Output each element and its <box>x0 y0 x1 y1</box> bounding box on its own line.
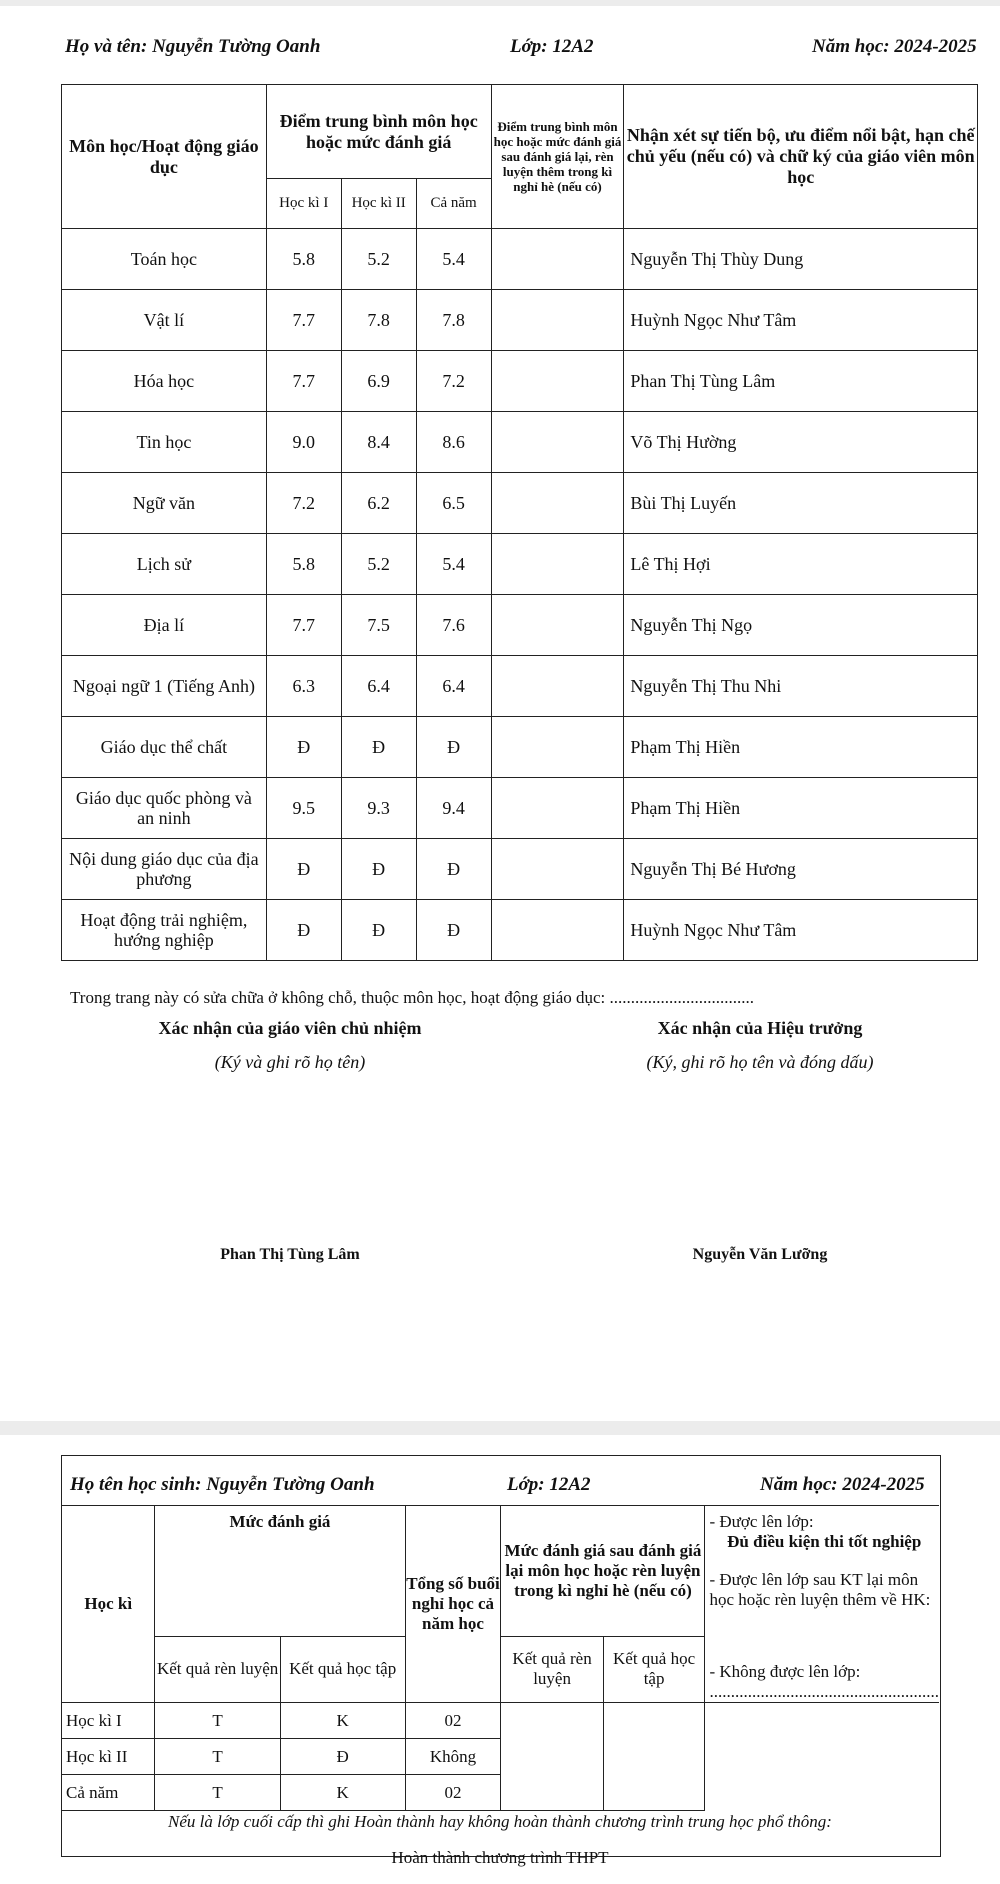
sub-hk1: Học kì I <box>266 179 341 229</box>
cn-cell: 6.4 <box>416 656 491 717</box>
subject-cell: Hóa học <box>62 351 267 412</box>
col-term: Học kì <box>62 1506 155 1703</box>
sub-hk2: Học kì II <box>341 179 416 229</box>
re-cell <box>491 473 624 534</box>
cn-cell: 5.4 <box>416 534 491 595</box>
col-subject: Môn học/Hoạt động giáo dục <box>62 85 267 229</box>
subject-cell: Ngữ văn <box>62 473 267 534</box>
re-cell <box>491 412 624 473</box>
grade-row <box>62 717 978 778</box>
grade-row <box>62 351 978 412</box>
subject-cell: Toán học <box>62 229 267 290</box>
sub-conduct: Kết quả rèn luyện <box>155 1636 280 1702</box>
hk2-cell: 9.3 <box>341 778 416 839</box>
promo-1-value: Đủ điều kiện thi tốt nghiệp <box>727 1532 922 1551</box>
hk1-cell: Đ <box>266 900 341 961</box>
re-cell <box>491 778 624 839</box>
re-cell <box>491 839 624 900</box>
conduct-cell: T <box>155 1703 280 1739</box>
study-cell: Đ <box>280 1739 405 1775</box>
cn-cell: Đ <box>416 717 491 778</box>
teacher-cell: Huỳnh Ngọc Như Tâm <box>624 900 978 961</box>
subject-cell: Hoạt động trải nghiệm, hướng nghiệp <box>62 900 267 961</box>
correction-note: Trong trang này có sửa chữa ở không chỗ, thuộc môn học, hoạt động giáo dục: .................................. <box>70 988 755 1007</box>
sub-study-2: Kết quả học tập <box>603 1636 705 1702</box>
col-re: Điểm trung bình môn học hoặc mức đánh giá sau đánh giá lại, rèn luyện thêm trong kì nghỉ hè (nếu có) <box>491 85 624 229</box>
homeroom-sub: (Ký và ghi rõ họ tên) <box>214 1052 366 1072</box>
conduct-cell: T <box>155 1775 280 1811</box>
principal-title: Xác nhận của Hiệu trưởng <box>657 1018 863 1038</box>
teacher-cell: Phạm Thị Hiền <box>624 717 978 778</box>
student-name: Họ và tên: Nguyễn Tường Oanh <box>65 36 321 57</box>
term-cell: Học kì II <box>62 1739 155 1775</box>
cn-cell: 9.4 <box>416 778 491 839</box>
hk1-cell: 6.3 <box>266 656 341 717</box>
cn-cell: 7.6 <box>416 595 491 656</box>
grade-row <box>62 595 978 656</box>
subject-cell: Vật lí <box>62 290 267 351</box>
promo-3: - Không được lên lớp: <box>709 1662 861 1681</box>
hk1-cell: 7.2 <box>266 473 341 534</box>
cn-cell: 7.8 <box>416 290 491 351</box>
study-cell: K <box>280 1775 405 1811</box>
top-bar <box>0 0 1000 6</box>
hk2-cell: 5.2 <box>341 534 416 595</box>
subject-cell: Lịch sử <box>62 534 267 595</box>
class-label: Lớp: 12A2 <box>510 36 594 57</box>
summary-table <box>61 1505 939 1811</box>
teacher-cell: Nguyễn Thị Thùy Dung <box>624 229 978 290</box>
subject-cell: Giáo dục quốc phòng và an ninh <box>62 778 267 839</box>
grade-row <box>62 839 978 900</box>
page-header <box>0 36 1000 66</box>
page-separator <box>0 1421 1000 1435</box>
hk2-cell: 6.2 <box>341 473 416 534</box>
cn-cell: 8.6 <box>416 412 491 473</box>
summary-class: Lớp: 12A2 <box>507 1474 591 1495</box>
final-value: Hoàn thành chương trình THPT <box>391 1848 609 1867</box>
hk1-cell: 7.7 <box>266 351 341 412</box>
subject-cell: Ngoại ngữ 1 (Tiếng Anh) <box>62 656 267 717</box>
subject-cell: Nội dung giáo dục của địa phương <box>62 839 267 900</box>
subject-cell: Giáo dục thể chất <box>62 717 267 778</box>
teacher-cell: Nguyễn Thị Thu Nhi <box>624 656 978 717</box>
subject-cell: Địa lí <box>62 595 267 656</box>
hk2-cell: 7.8 <box>341 290 416 351</box>
teacher-cell: Nguyễn Thị Ngọ <box>624 595 978 656</box>
cn-cell: 5.4 <box>416 229 491 290</box>
hk2-cell: Đ <box>341 839 416 900</box>
term-cell: Cả năm <box>62 1775 155 1811</box>
homeroom-title: Xác nhận của giáo viên chủ nhiệm <box>158 1018 422 1038</box>
grade-row <box>62 534 978 595</box>
col-re-level: Mức đánh giá sau đánh giá lại môn học hoặc rèn luyện trong kì nghỉ hè (nếu có) <box>501 1506 705 1637</box>
grade-row <box>62 290 978 351</box>
hk2-cell: 6.9 <box>341 351 416 412</box>
re-conduct-cell <box>501 1703 603 1811</box>
grade-row <box>62 473 978 534</box>
promotion-cell <box>705 1506 939 1703</box>
re-cell <box>491 900 624 961</box>
grade-row <box>62 412 978 473</box>
hk1-cell: 9.0 <box>266 412 341 473</box>
col-level: Mức đánh giá <box>155 1506 405 1637</box>
re-cell <box>491 229 624 290</box>
re-cell <box>491 534 624 595</box>
hk2-cell: 6.4 <box>341 656 416 717</box>
cn-cell: 7.2 <box>416 351 491 412</box>
hk1-cell: 5.8 <box>266 534 341 595</box>
absent-cell: Không <box>405 1739 501 1775</box>
col-absent: Tổng số buổi nghỉ học cả năm học <box>405 1506 501 1703</box>
teacher-cell: Lê Thị Hợi <box>624 534 978 595</box>
sub-conduct-2: Kết quả rèn luyện <box>501 1636 603 1702</box>
hk2-cell: Đ <box>341 717 416 778</box>
hk1-cell: 7.7 <box>266 595 341 656</box>
hk2-cell: 5.2 <box>341 229 416 290</box>
grade-row <box>62 778 978 839</box>
homeroom-name: Phan Thị Tùng Lâm <box>220 1246 360 1263</box>
hk1-cell: Đ <box>266 839 341 900</box>
absent-cell: 02 <box>405 1703 501 1739</box>
principal-sub: (Ký, ghi rõ họ tên và đóng dấu) <box>646 1052 874 1072</box>
grade-row <box>62 229 978 290</box>
conduct-cell: T <box>155 1739 280 1775</box>
col-avg: Điểm trung bình môn học hoặc mức đánh giá <box>266 85 491 179</box>
teacher-cell: Phan Thị Tùng Lâm <box>624 351 978 412</box>
re-cell <box>491 717 624 778</box>
summary-row <box>62 1775 940 1811</box>
hk2-cell: 8.4 <box>341 412 416 473</box>
hk2-cell: Đ <box>341 900 416 961</box>
re-study-cell <box>603 1703 705 1811</box>
hk1-cell: 7.7 <box>266 290 341 351</box>
teacher-cell: Nguyễn Thị Bé Hương <box>624 839 978 900</box>
sub-cn: Cả năm <box>416 179 491 229</box>
subject-cell: Tin học <box>62 412 267 473</box>
re-cell <box>491 290 624 351</box>
re-cell <box>491 595 624 656</box>
absent-cell: 02 <box>405 1775 501 1811</box>
re-cell <box>491 656 624 717</box>
cn-cell: 6.5 <box>416 473 491 534</box>
grade-row <box>62 900 978 961</box>
final-note: Nếu là lớp cuối cấp thì ghi Hoàn thành hay không hoàn thành chương trình trung học phổ thông: <box>168 1812 832 1831</box>
summary-header <box>0 1474 1000 1504</box>
cn-cell: Đ <box>416 839 491 900</box>
grades-table <box>61 84 978 961</box>
study-cell: K <box>280 1703 405 1739</box>
term-cell: Học kì I <box>62 1703 155 1739</box>
hk2-cell: 7.5 <box>341 595 416 656</box>
promo-2: - Được lên lớp sau KT lại môn học hoặc rèn luyện thêm về HK: <box>709 1570 931 1609</box>
hk1-cell: 9.5 <box>266 778 341 839</box>
hk1-cell: 5.8 <box>266 229 341 290</box>
principal-name: Nguyễn Văn Lưỡng <box>692 1246 828 1263</box>
summary-row <box>62 1739 940 1775</box>
grade-row <box>62 656 978 717</box>
col-comment: Nhận xét sự tiến bộ, ưu điểm nổi bật, hạn chế chủ yếu (nếu có) và chữ ký của giáo viên môn học <box>624 85 978 229</box>
cn-cell: Đ <box>416 900 491 961</box>
summary-student-name: Họ tên học sinh: Nguyễn Tường Oanh <box>70 1474 375 1495</box>
year-label: Năm học: 2024-2025 <box>812 36 977 57</box>
summary-year: Năm học: 2024-2025 <box>760 1474 925 1495</box>
sub-study: Kết quả học tập <box>280 1636 405 1702</box>
re-cell <box>491 351 624 412</box>
teacher-cell: Bùi Thị Luyến <box>624 473 978 534</box>
promo-1: - Được lên lớp: <box>709 1512 814 1531</box>
promo-3-dots: ...................................................... <box>709 1682 939 1701</box>
teacher-cell: Huỳnh Ngọc Như Tâm <box>624 290 978 351</box>
hk1-cell: Đ <box>266 717 341 778</box>
teacher-cell: Phạm Thị Hiền <box>624 778 978 839</box>
summary-row <box>62 1703 940 1739</box>
teacher-cell: Võ Thị Hường <box>624 412 978 473</box>
